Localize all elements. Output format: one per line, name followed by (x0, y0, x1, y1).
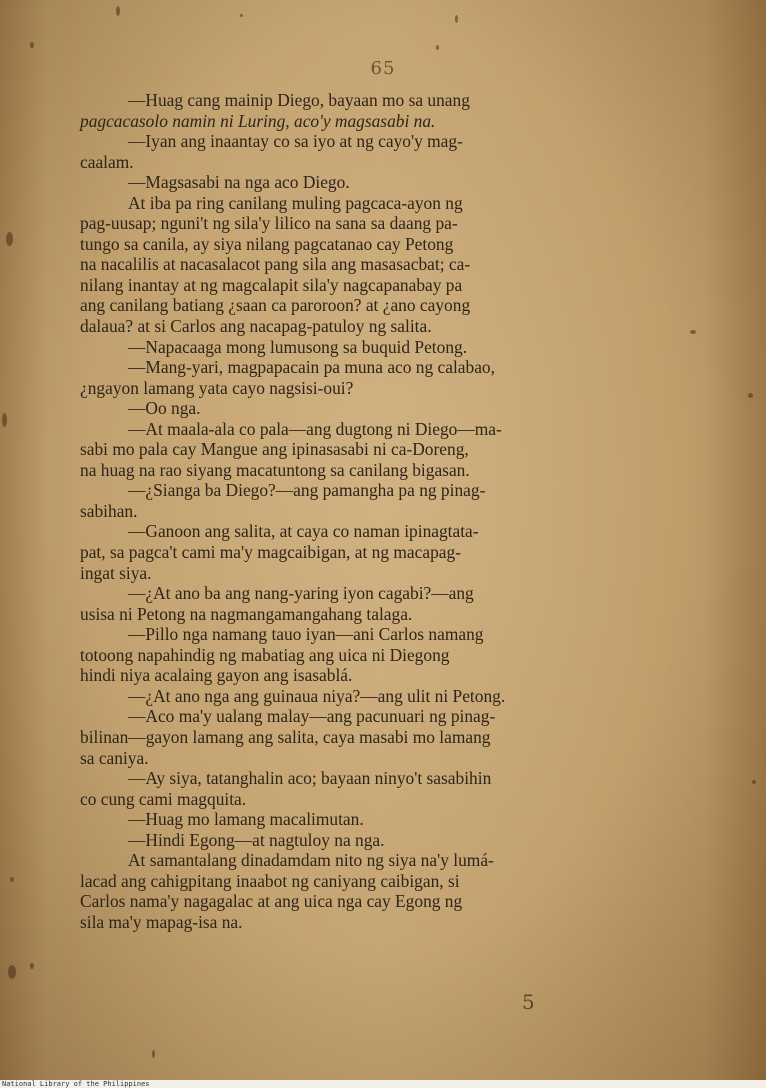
text-line: dalaua? at si Carlos ang nacapag-patuloy ng salita. (80, 316, 432, 337)
text-line: nilang inantay at ng magcalapit sila'y nagcapanabay pa (80, 274, 463, 295)
ink-spot (455, 15, 458, 23)
text-line: na nacalilis at nacasalacot pang sila ang masasacbat; ca- (80, 254, 471, 275)
text-line: caalam. (80, 151, 134, 172)
text-line: hindi niya acalaing gayon ang isasablá. (80, 665, 353, 686)
text-line: —At maala-ala co pala—ang dugtong ni Diego—ma- (128, 418, 502, 439)
text-line: Carlos nama'y nagagalac at ang uica nga cay Egong ng (80, 891, 463, 912)
text-line: ¿ngayon lamang yata cayo nagsisi-oui? (80, 377, 354, 398)
text-line: —Huag cang mainip Diego, bayaan mo sa unang (128, 90, 470, 110)
text-line: —Pillo nga namang tauo iyan—ani Carlos namang (128, 624, 484, 645)
text-line: ingat siya. (80, 562, 152, 583)
text-line: —Iyan ang inaantay co sa iyo at ng cayo'y mag- (128, 131, 463, 152)
text-line-italic (80, 111, 670, 132)
text-line: na huag na rao siyang macatuntong sa canilang bigasan. (80, 459, 470, 480)
ink-spot (240, 14, 243, 17)
ink-spot (10, 877, 14, 882)
text-line: —Mang-yari, magpapacain pa muna aco ng calabao, (128, 357, 495, 378)
text-line: —Magsasabi na nga aco Diego. (128, 172, 350, 193)
text-line: pag-uusap; nguni't ng sila'y lilico na sana sa daang pa- (80, 213, 458, 234)
text-line: —¿At ano ba ang nang-yaring iyon cagabi?—ang (128, 583, 474, 604)
ink-spot (30, 963, 34, 969)
ink-spot (748, 393, 753, 398)
body-text (80, 90, 670, 932)
text-line: sila ma'y mapag-isa na. (80, 911, 243, 932)
footer-credit: National Library of the Philippines (0, 1080, 766, 1088)
text-line: tungo sa canila, ay siya nilang pagcatanao cay Petong (80, 233, 454, 254)
text-line: At iba pa ring canilang muling pagcaca-ayon ng (128, 192, 463, 213)
signature-mark: 5 (522, 990, 535, 1014)
text-line: pagcacasolo namin ni Luring, aco'y magsasabi na. (80, 110, 436, 131)
text-line: bilinan—gayon lamang ang salita, caya masabi mo lamang (80, 726, 491, 747)
ink-spot (6, 232, 13, 246)
ink-spot (8, 965, 16, 979)
text-line: —Ay siya, tatanghalin aco; bayaan ninyo't sasabihin (128, 768, 492, 789)
ink-spot (436, 45, 439, 50)
text-line: —Napacaaga mong lumusong sa buquid Petong. (128, 336, 468, 357)
ink-spot (752, 780, 756, 784)
text-line: —¿Sianga ba Diego?—ang pamangha pa ng pinag- (128, 480, 486, 501)
text-line: At samantalang dinadamdam nito ng siya na'y lumá- (128, 850, 494, 871)
page-number: 65 (370, 58, 396, 79)
text-line: usisa ni Petong na nagmangamangahang talaga. (80, 603, 413, 624)
text-line: —Ganoon ang salita, at caya co naman ipinagtata- (128, 521, 479, 542)
ink-spot (30, 42, 34, 48)
text-line: co cung cami magquita. (80, 788, 247, 809)
ink-spot (690, 330, 696, 334)
text-line: sabi mo pala cay Mangue ang ipinasasabi ni ca-Doreng, (80, 439, 469, 460)
text-line: ang canilang batiang ¿saan ca paroroon? at ¿ano cayong (80, 295, 471, 316)
ink-spot (2, 413, 7, 427)
text-line: —¿At ano nga ang guinaua niya?—ang ulit ni Petong. (128, 685, 506, 706)
text-line: lacad ang cahigpitang inaabot ng caniyang caibigan, si (80, 870, 460, 891)
ink-spot (116, 6, 120, 16)
text-line: —Oo nga. (128, 398, 201, 419)
text-line: —Huag mo lamang macalimutan. (128, 809, 364, 830)
ink-spot (152, 1050, 155, 1058)
text-line: —Hindi Egong—at nagtuloy na nga. (128, 829, 385, 850)
text-line: pat, sa pagca't cami ma'y magcaibigan, at ng macapag- (80, 542, 461, 563)
text-line: totoong napahindig ng mabatiag ang uica ni Diegong (80, 644, 450, 665)
text-line: —Aco ma'y ualang malay—ang pacunuari ng pinag- (128, 706, 496, 727)
text-line: sa caniya. (80, 747, 149, 768)
text-line: sabihan. (80, 500, 138, 521)
